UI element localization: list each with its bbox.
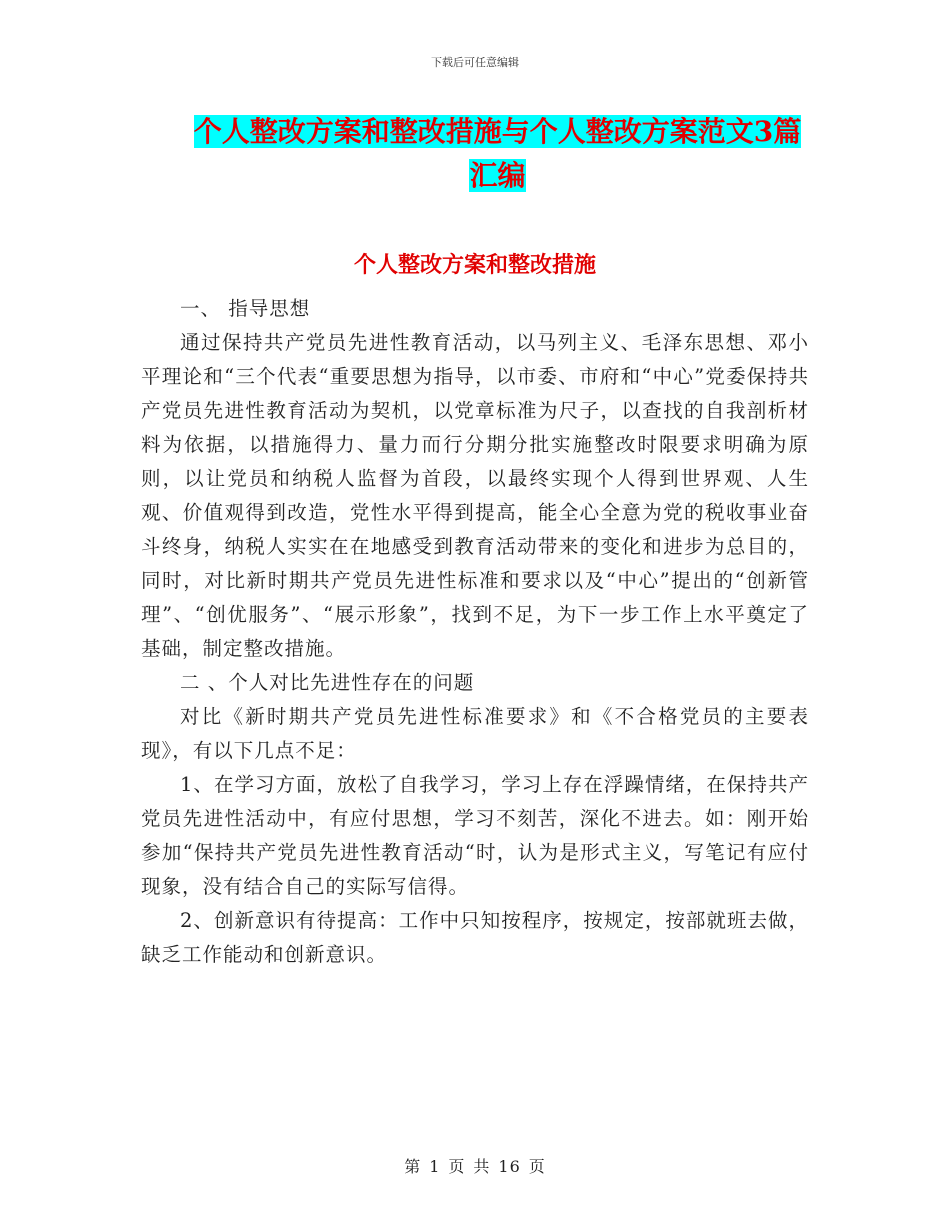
paragraph-guiding-ideology: 通过保持共产党员先进性教育活动，以马列主义、毛泽东思想、邓小平理论和“三个代表“重要思想为指导，以市委、市府和“中心”党委保持共产党员先进性教育活动为契机，以党章标准为尺子，以查找的自我剖析材料为依据，以措施得力、量力而行分期分批实施整改时限要求明确为原则，以让党员和纳税人监督为首段，以最终实现个人得到世界观、人生观、价值观得到改造，党性水平得到提高，能全心全意为党的税收事业奋斗终身，纳税人实实在在地感受到教育活动带来的变化和进步为总目的，同时，对比新时期共产党员先进性标准和要求以及“中心”提出的“创新管理”、“创优服务”、“展示形象”，找到不足，为下一步工作上水平奠定了基础，制定整改措施。 bbox=[141, 331, 809, 660]
document-title-text: 个人整改方案和整改措施与个人整改方案范文3篇汇编 bbox=[193, 115, 802, 192]
heading-guiding-ideology: 一、 指导思想 bbox=[180, 297, 311, 320]
document-title bbox=[190, 110, 805, 198]
footer-total-pages: 16 bbox=[498, 1157, 521, 1176]
footer-label-total-unit: 页 bbox=[528, 1157, 546, 1176]
section-title: 个人整改方案和整改措施 bbox=[353, 252, 596, 278]
footer-label-page: 第 bbox=[404, 1157, 422, 1176]
heading-problems: 二 、个人对比先进性存在的问题 bbox=[180, 671, 475, 694]
document-body bbox=[141, 292, 809, 972]
paragraph-item-2: 2、创新意识有待提高：工作中只知按程序，按规定，按部就班去做，缺乏工作能动和创新意识。 bbox=[141, 909, 809, 966]
paragraph-item-1: 1、在学习方面，放松了自我学习，学习上存在浮躁情绪，在保持共产党员先进性活动中，有应付思想，学习不刻苦，深化不进去。如：刚开始参加“保持共产党员先进性教育活动“时，认为是形式主义，写笔记有应付现象，没有结合自己的实际写信得。 bbox=[141, 773, 809, 898]
footer-label-page-unit: 页 bbox=[448, 1157, 466, 1176]
footer-current-page: 1 bbox=[429, 1157, 441, 1176]
paragraph-comparison: 对比《新时期共产党员先进性标准要求》和《不合格党员的主要表现》，有以下几点不足： bbox=[141, 705, 809, 762]
footer-label-total: 共 bbox=[473, 1157, 491, 1176]
page-footer bbox=[0, 1154, 950, 1177]
header-note: 下载后可任意编辑 bbox=[431, 56, 519, 69]
